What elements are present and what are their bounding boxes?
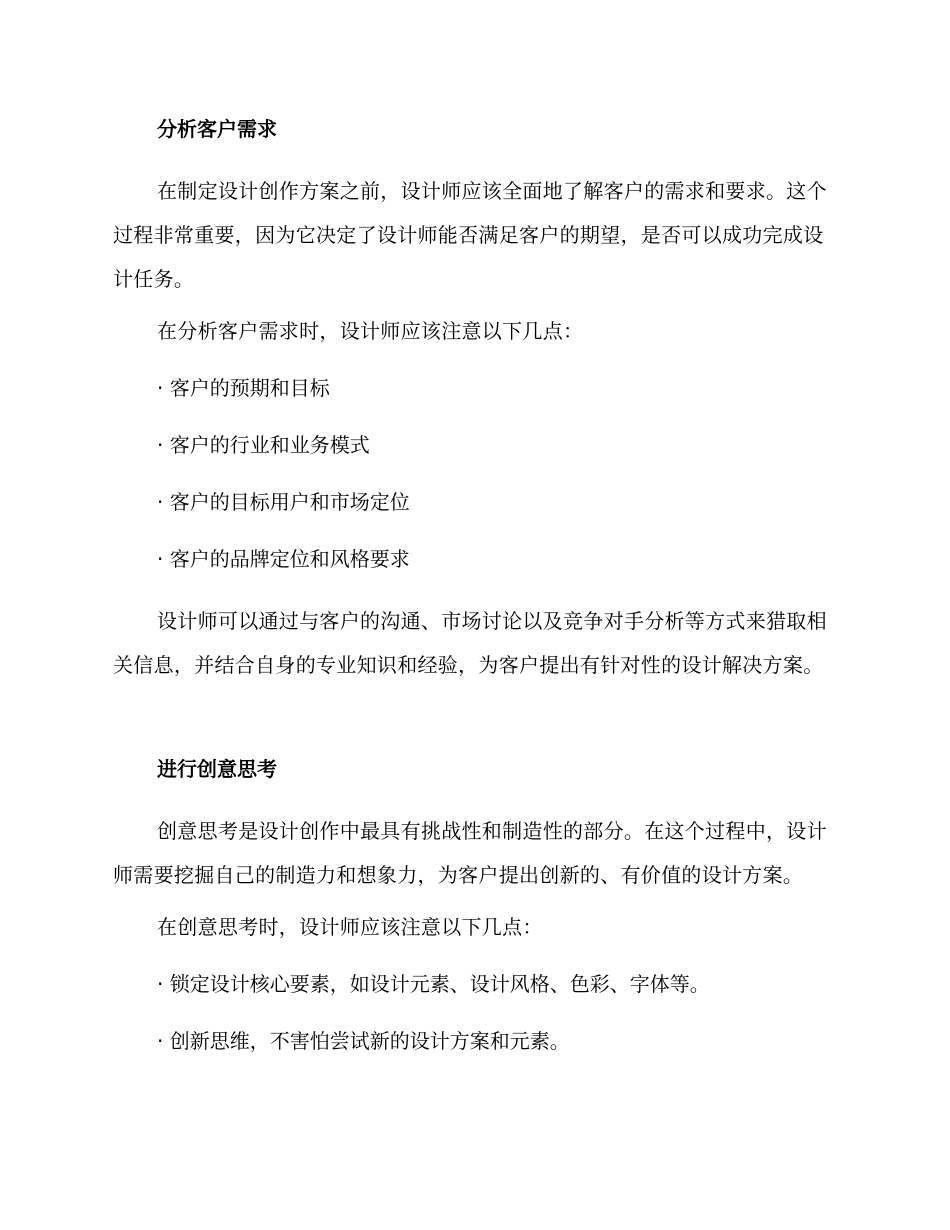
list-item: · 客户的预期和目标: [157, 376, 330, 400]
list-item: · 客户的品牌定位和风格要求: [157, 547, 410, 571]
section-heading: 进行创意思考: [157, 757, 277, 781]
section-creative-thinking: [113, 752, 832, 1081]
section-analyze-client-needs: [113, 112, 832, 700]
list-item: · 客户的目标用户和市场定位: [157, 490, 410, 514]
paragraph: 创意思考是设计创作中最具有挑战性和制造性的部分。在这个过程中，设计师需要挖掘自己的制造力和想象力，为客户提出创新的、有价值的设计方案。: [113, 819, 827, 887]
paragraph: 在创意思考时，设计师应该注意以下几点：: [157, 915, 543, 939]
paragraph: 在制定设计创作方案之前，设计师应该全面地了解客户的需求和要求。这个过程非常重要，因为它决定了设计师能否满足客户的期望，是否可以成功完成设计任务。: [113, 179, 827, 291]
list-item: · 锁定设计核心要素，如设计元素、设计风格、色彩、字体等。: [157, 972, 710, 996]
list-item: · 创新思维，不害怕尝试新的设计方案和元素。: [157, 1029, 570, 1053]
section-heading: 分析客户需求: [157, 117, 277, 141]
paragraph: 设计师可以通过与客户的沟通、市场讨论以及竞争对手分析等方式来猎取相关信息，并结合自身的专业知识和经验，为客户提出有针对性的设计解决方案。: [113, 609, 827, 677]
list-item: · 客户的行业和业务模式: [157, 433, 370, 457]
paragraph: 在分析客户需求时，设计师应该注意以下几点：: [157, 319, 584, 343]
